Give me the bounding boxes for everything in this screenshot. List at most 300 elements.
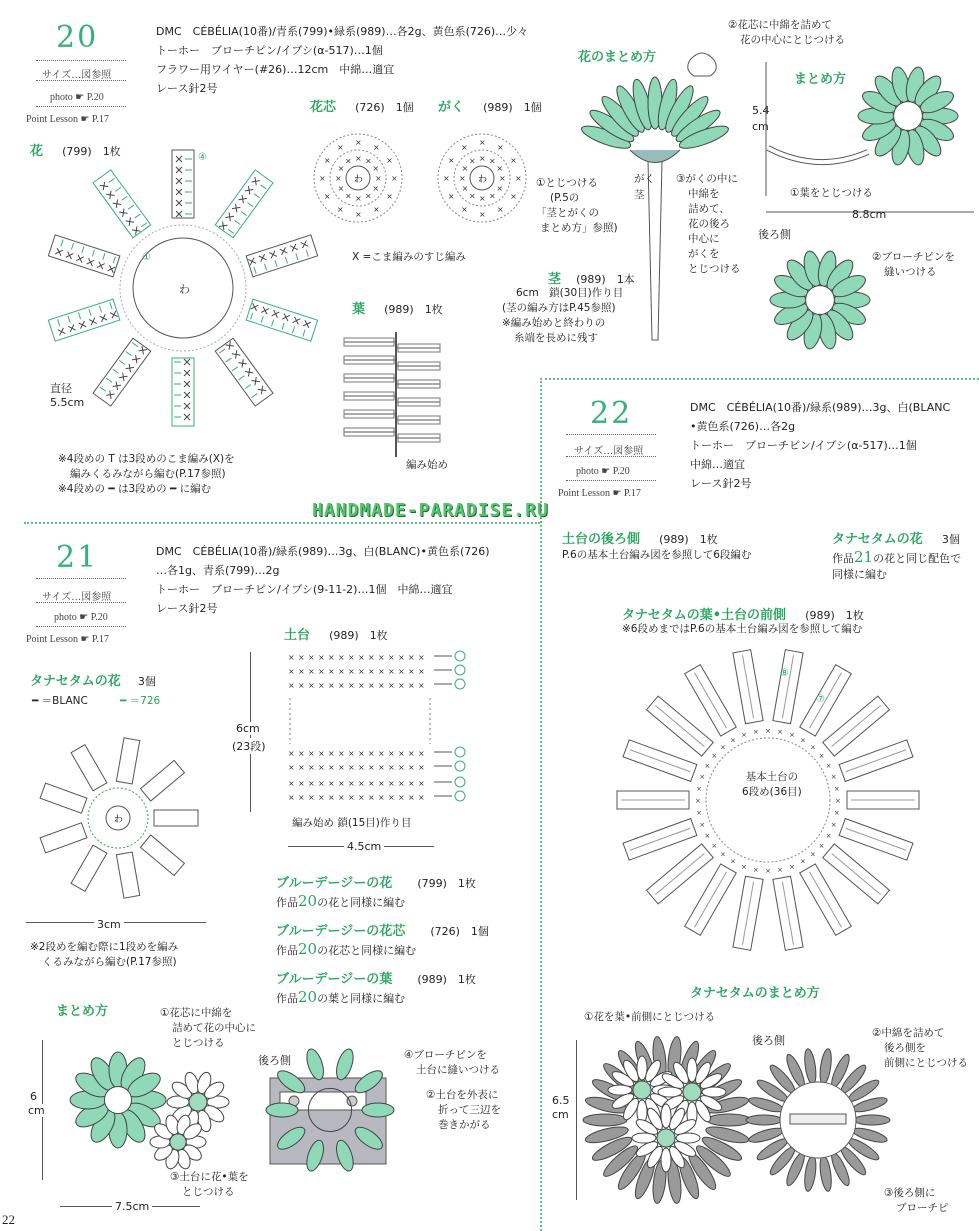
note-line: 6段め(36目) <box>742 786 802 798</box>
stitch-mark: × <box>833 784 840 793</box>
finish-notes <box>728 18 845 48</box>
stitch-mark <box>61 240 63 247</box>
stitch-mark: × <box>355 138 362 147</box>
base-heading <box>284 624 388 643</box>
stitch-mark: × <box>398 681 405 690</box>
note-line: 後ろ側を <box>884 1042 926 1054</box>
divider <box>36 60 126 61</box>
stitch-mark: × <box>388 749 395 758</box>
dim-6: 6 <box>30 1090 37 1103</box>
stitch-mark: × <box>388 779 395 788</box>
leaf-heading <box>352 298 443 317</box>
stitch-mark: × <box>348 653 355 662</box>
stitch-mark: × <box>496 164 504 173</box>
stitch-mark: × <box>378 749 385 758</box>
stem-heading <box>548 268 635 287</box>
stitch-mark: × <box>378 667 385 676</box>
finish-heading: まとめ方 <box>794 72 847 87</box>
svg-text:わ: わ <box>478 175 488 185</box>
petal-outline <box>71 745 107 791</box>
stitch-mark: × <box>348 681 355 690</box>
note-line: 「茎とがくの <box>536 207 599 219</box>
petal-chart <box>93 170 151 238</box>
note-line: (P.5の <box>550 192 580 204</box>
stitch-mark: × <box>408 653 415 662</box>
stitch-mark: × <box>308 749 315 758</box>
stitch-mark: × <box>323 156 331 165</box>
stitch-mark <box>303 320 311 328</box>
base-start-label: 編み始め 鎖(15目)作り目 <box>292 817 412 829</box>
stitch-mark: × <box>408 763 415 772</box>
petal-outline <box>140 835 184 876</box>
blue-flower-note <box>276 892 405 910</box>
stitch-mark: × <box>365 156 372 166</box>
dim-6-unit: cm <box>28 1104 45 1117</box>
stitch-mark: × <box>368 667 375 676</box>
stitch-mark: × <box>355 154 362 163</box>
leaf <box>707 1114 751 1126</box>
stitch-mark: × <box>830 820 837 829</box>
fold-notes <box>426 1088 501 1133</box>
leaf <box>803 1048 818 1085</box>
row-marker <box>455 791 465 801</box>
stitch-mark: × <box>695 797 701 805</box>
stitch-mark: × <box>308 793 315 802</box>
stitch-mark: × <box>358 793 365 802</box>
stitch-mark <box>97 262 105 270</box>
stitch-mark: × <box>443 174 450 183</box>
leaf-front-title: タナセタムの葉•土台の前側 <box>622 608 787 623</box>
stitch-mark: × <box>398 779 405 788</box>
stitch-mark: × <box>328 667 335 676</box>
stitch-mark <box>226 358 232 362</box>
stitch-mark <box>251 313 253 320</box>
back-base-note: P.6の基本土台編み図を参照して6段編む <box>562 549 752 561</box>
stitch-mark: × <box>479 154 486 163</box>
stitch-mark: × <box>408 793 415 802</box>
stitch-mark: × <box>752 865 759 874</box>
flower-center <box>806 286 835 315</box>
blue-leaf-heading <box>276 968 476 987</box>
row-marker <box>455 777 465 787</box>
note-part: 作品 <box>832 552 854 565</box>
stitch-mark: × <box>337 142 344 152</box>
materials-list <box>156 542 490 618</box>
stitch-mark: × <box>479 210 486 219</box>
dim-4-5cm: 4.5cm <box>344 840 384 853</box>
stitch-legend: X =こま編みのすじ編み <box>352 251 466 263</box>
stitch-mark: × <box>696 784 702 793</box>
petal-chart <box>48 299 119 341</box>
stitch-mark <box>115 187 121 191</box>
back-side-label: 後ろ側 <box>752 1034 785 1047</box>
work-number: 21 <box>854 548 874 566</box>
stitch-mark: × <box>418 779 425 788</box>
blue-center-count: (726) 1個 <box>430 925 489 938</box>
diameter-value: 5.5cm <box>50 396 85 409</box>
stitch-mark: × <box>318 763 325 772</box>
stitch-mark: × <box>365 191 372 201</box>
stitch-mark: × <box>298 667 305 676</box>
stitch-mark <box>113 369 119 373</box>
note-part: 作品 <box>276 896 298 909</box>
divider <box>36 106 126 107</box>
stitch-mark: × <box>348 667 355 676</box>
petal-outline <box>172 358 194 426</box>
flower-title: 花 <box>30 144 44 159</box>
divider <box>36 626 126 627</box>
material-line: フラワー用ワイヤー(#26)…12cm 中綿…適宜 <box>156 63 395 76</box>
stitch-mark: × <box>345 191 352 201</box>
blue-leaf-count: (989) 1枚 <box>417 973 476 986</box>
leaf-midline <box>655 706 704 747</box>
stitch-mark: × <box>368 763 375 772</box>
center-heading <box>310 96 414 115</box>
svg-text:わ: わ <box>114 815 124 825</box>
stitch-mark: × <box>373 142 380 152</box>
note-line: とじつける <box>688 263 741 275</box>
stitch-mark <box>82 246 84 253</box>
size-ref: サイズ…図参照 <box>42 70 112 81</box>
diameter-label: 直径 <box>50 382 72 395</box>
stitch-mark: × <box>497 205 504 215</box>
note-line: ※編み始めと終わりの <box>502 317 606 329</box>
stitch-mark: × <box>308 681 315 690</box>
photo-ref: photo ☛ P.20 <box>50 92 104 103</box>
divider <box>566 480 656 481</box>
note-line: (茎の編み方はP.45参照) <box>502 302 616 314</box>
stitch-mark: × <box>298 749 305 758</box>
stitch-mark: × <box>348 763 355 772</box>
blue-flower-heading <box>276 872 476 891</box>
stitch-mark: × <box>328 779 335 788</box>
petal-outline <box>93 170 151 238</box>
stitch-mark <box>280 247 288 255</box>
stitch-mark: × <box>469 156 476 166</box>
material-line: …各1g、青系(799)…2g <box>156 564 280 577</box>
stitch-mark: × <box>388 793 395 802</box>
stitch-mark <box>306 250 308 257</box>
stitch-mark: × <box>418 749 425 758</box>
stitch-mark <box>128 205 134 209</box>
size-ref: サイズ…図参照 <box>574 446 644 457</box>
stitch-mark: × <box>337 164 345 173</box>
stitch-mark: × <box>328 793 335 802</box>
tansy-title: タナセタムの花 <box>30 674 121 689</box>
stitch-mark: × <box>408 667 415 676</box>
stitch-mark <box>252 394 258 398</box>
stitch-mark <box>68 324 76 332</box>
assembly-heading: 花のまとめ方 <box>578 50 657 65</box>
section-21-number: 21 <box>56 540 99 575</box>
divider <box>36 80 126 81</box>
stitch-mark: × <box>461 142 468 152</box>
stitch-mark: × <box>328 749 335 758</box>
flower-center <box>894 102 923 131</box>
leaf-midline <box>742 882 753 945</box>
leaf-count: (989) 1枚 <box>384 303 443 316</box>
materials-list <box>690 398 950 493</box>
stitch-mark <box>119 360 125 364</box>
flower-center <box>657 1129 675 1147</box>
petal-outline <box>246 235 317 277</box>
stitch-mark <box>100 387 106 391</box>
row-marker <box>455 761 465 771</box>
stitch-mark <box>66 252 74 260</box>
stitch-mark <box>122 196 128 200</box>
petal-outline <box>172 150 194 218</box>
stitch-mark: × <box>730 857 736 866</box>
stitch-mark: × <box>788 862 795 871</box>
leaf <box>583 1114 627 1126</box>
note-part: の花芯と同様に編む <box>317 944 417 957</box>
stitch-mark: × <box>338 681 345 690</box>
leaf-midline <box>832 706 881 747</box>
stitch-mark: × <box>388 653 395 662</box>
stitch-mark: × <box>288 763 295 772</box>
stitch-mark <box>248 203 254 207</box>
stitch-mark <box>92 250 94 257</box>
dim-23rows: (23段) <box>232 740 266 753</box>
note-line: 花の中心にとじつける <box>740 34 845 46</box>
blue-leaf-note <box>276 988 405 1006</box>
stitch-mark: × <box>469 191 476 201</box>
leaf <box>854 1115 890 1125</box>
stitch-mark: × <box>368 779 375 788</box>
stem-notes <box>502 286 623 346</box>
stitch-mark: × <box>358 779 365 788</box>
stitch-mark: × <box>461 205 468 215</box>
stitch-mark: × <box>741 731 747 740</box>
stitch-mark: × <box>318 793 325 802</box>
stitch-mark: × <box>368 653 375 662</box>
stitch-mark: × <box>386 192 393 201</box>
base-row-label <box>742 770 802 800</box>
stitch-mark: × <box>318 667 325 676</box>
attach-note: ①花を葉•前側にとじつける <box>584 1011 716 1023</box>
calyx-crochet-chart <box>432 128 532 228</box>
notes <box>58 452 235 497</box>
stitch-mark: × <box>378 779 385 788</box>
calyx-label: がく <box>634 173 655 185</box>
stitch-mark: × <box>391 174 398 183</box>
stitch-mark: × <box>489 156 496 166</box>
tansy-count: 3個 <box>137 675 156 688</box>
pin-note <box>872 250 955 280</box>
stitch-mark: × <box>328 681 335 690</box>
assembly-heading: タナセタムのまとめ方 <box>690 986 820 1001</box>
stitch-mark: × <box>348 779 355 788</box>
stitch-mark: × <box>398 749 405 758</box>
stitch-mark: × <box>388 763 395 772</box>
attach-notes <box>170 1170 249 1200</box>
stitch-mark <box>106 378 112 382</box>
stitch-mark: × <box>318 749 325 758</box>
stitch-mark: × <box>408 779 415 788</box>
stitch-mark <box>78 313 80 320</box>
stitch-mark: × <box>368 681 375 690</box>
stitch-mark: × <box>489 191 496 201</box>
stitch-mark <box>260 185 266 189</box>
blue-flower-count: (799) 1枚 <box>417 877 476 890</box>
flower-count: (799) 1枚 <box>62 145 121 158</box>
leaf <box>818 1155 833 1192</box>
stitch-mark: × <box>372 184 380 193</box>
legend-726: ━ ＝726 <box>120 695 161 707</box>
stitch-mark: × <box>499 174 506 183</box>
stitch-mark: × <box>298 763 305 772</box>
petal-chart <box>246 299 317 341</box>
leaf-midline <box>655 853 704 894</box>
stitch-mark: × <box>288 749 295 758</box>
blue-center-heading <box>276 920 489 939</box>
stitch-mark: × <box>323 192 331 201</box>
stitch-mark <box>87 258 95 266</box>
petal <box>304 1047 327 1082</box>
tansy-title: タナセタムの花 <box>832 532 923 547</box>
blue-flower-title: ブルーデージーの花 <box>276 876 393 891</box>
svg-text:④: ④ <box>198 152 207 163</box>
stitch-mark: × <box>800 857 806 866</box>
stitch-mark: × <box>825 832 832 840</box>
dim-line <box>576 1040 577 1200</box>
stitch-mark: × <box>818 752 825 761</box>
stitch-mark: × <box>788 731 795 740</box>
svg-text:わ: わ <box>179 283 190 296</box>
note-line: ※2段めを編む際に1段めを編み <box>30 941 179 953</box>
stitch-mark: × <box>696 809 702 818</box>
petal-chart <box>93 338 151 406</box>
note-line: ③土台に花•葉を <box>170 1171 249 1183</box>
note-line: 中心に <box>688 233 720 245</box>
stitch-mark: × <box>825 762 832 770</box>
stitch-mark <box>301 241 309 249</box>
stitch-mark <box>141 223 147 227</box>
stitch-mark: × <box>355 210 362 219</box>
stitch-mark: × <box>704 832 711 840</box>
stitch-mark: × <box>479 138 486 147</box>
stitch-mark <box>261 307 269 315</box>
petal-outline <box>48 299 119 341</box>
stitch-mark: × <box>335 174 342 183</box>
stitch-mark: × <box>288 779 295 788</box>
divider <box>36 578 126 579</box>
stitch-mark: × <box>298 793 305 802</box>
stitch-mark: × <box>459 174 466 183</box>
stitch-mark: × <box>496 184 504 193</box>
stitch-mark: × <box>308 763 315 772</box>
stitch-mark <box>110 311 118 319</box>
note-line: 前側にとじつける <box>884 1057 968 1069</box>
photo-ref: photo ☛ P.20 <box>576 466 630 477</box>
section-divider <box>24 522 540 524</box>
stitch-mark: × <box>765 727 771 735</box>
stitch-mark <box>303 330 305 337</box>
stitch-mark: × <box>388 681 395 690</box>
stitch-mark: × <box>398 667 405 676</box>
stitch-mark: × <box>809 850 816 859</box>
petal-chart <box>215 170 273 238</box>
svg-text:⑧: ⑧ <box>780 668 789 679</box>
section-divider <box>540 378 979 380</box>
petal <box>266 1103 298 1117</box>
material-line: トーホー ブローチピン/イブシ(9-11-2)…1個 中綿…適宜 <box>156 583 453 596</box>
dim-5-4: 5.4 <box>752 104 770 117</box>
leaf-midline <box>810 673 842 728</box>
stitch-mark: × <box>497 142 504 152</box>
blue-center-note <box>276 940 416 958</box>
leaf-start-label: 編み始め <box>406 459 448 471</box>
row-marker <box>455 651 465 661</box>
note-part: 作品 <box>276 944 298 957</box>
legend-blanc: ━ ＝BLANC <box>32 695 88 707</box>
stitch-mark <box>113 257 115 264</box>
stitch-mark <box>219 349 225 353</box>
tansy-note <box>832 548 961 566</box>
leaf <box>803 1155 818 1192</box>
dim-6-5: 6.5 <box>552 1094 570 1107</box>
stitch-mark <box>232 367 238 371</box>
material-line: レース針2号 <box>156 82 218 95</box>
leaf-midline <box>630 750 690 772</box>
assembly-note-1 <box>536 176 618 236</box>
stitch-mark: × <box>288 681 295 690</box>
stitch-mark: × <box>372 164 380 173</box>
stitch-mark: × <box>337 184 345 193</box>
note-line: ※4段めの ━ は3段めの ━ に編む <box>58 483 212 495</box>
stitch-mark: × <box>368 793 375 802</box>
note-line: 詰めて、 <box>688 203 730 215</box>
petal-outline <box>140 760 184 801</box>
work-number: 20 <box>298 988 318 1006</box>
svg-text:①: ① <box>142 252 151 263</box>
stitch-mark: × <box>447 192 455 201</box>
stitch-mark <box>126 351 132 355</box>
stitch-mark: × <box>358 763 365 772</box>
note-line: くるみながら編む(P.17参照) <box>42 956 177 968</box>
dim-6-5-unit: cm <box>552 1108 569 1121</box>
stitch-mark: × <box>318 681 325 690</box>
stitch-mark: × <box>288 793 295 802</box>
stitch-mark: × <box>338 653 345 662</box>
stitch-mark <box>100 314 108 322</box>
calyx-title: がく <box>438 100 465 115</box>
stem-count: (989) 1本 <box>576 273 635 286</box>
stitch-mark: × <box>741 862 747 871</box>
note-line: ②土台を外表に <box>426 1089 499 1101</box>
stitch-mark: × <box>348 793 355 802</box>
stitch-mark <box>108 265 116 273</box>
note-line: ③がくの中に <box>676 173 738 185</box>
leaf-midline <box>782 882 793 945</box>
stitch-mark <box>132 343 138 347</box>
flower-center <box>189 1093 207 1111</box>
stitch-mark <box>58 328 66 336</box>
stitch-mark <box>241 212 247 216</box>
note-line: とじつける <box>172 1037 225 1049</box>
stitch-mark: × <box>479 194 486 203</box>
section-22-number: 22 <box>590 396 633 431</box>
stitch-mark: × <box>461 184 469 193</box>
stitch-mark: × <box>358 653 365 662</box>
stitch-mark: × <box>711 752 718 761</box>
base-count: (989) 1枚 <box>329 629 388 642</box>
back-base-count: (989) 1枚 <box>659 533 718 546</box>
point-lesson-ref: Point Lesson ☛ P.17 <box>26 634 109 645</box>
note-line: 縫いつける <box>884 266 937 278</box>
stitch-mark: × <box>800 736 806 745</box>
petal-chart <box>246 235 317 277</box>
